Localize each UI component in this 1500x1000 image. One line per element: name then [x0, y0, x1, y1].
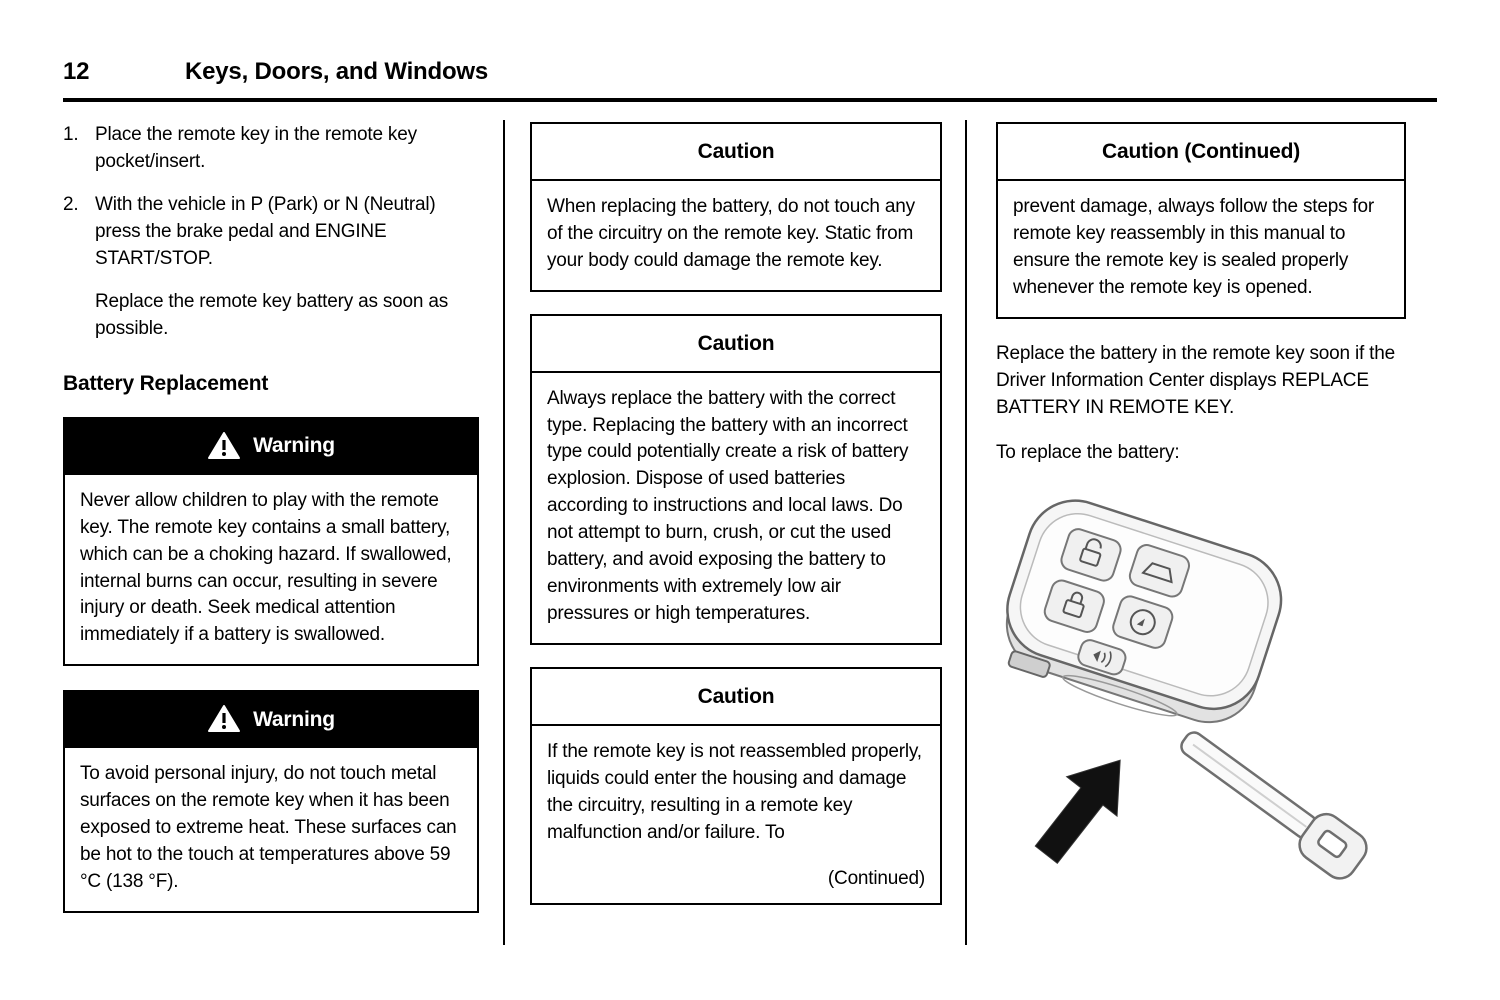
caution-body: prevent damage, always follow the steps for remote key reassembly in this manual to ensure the remote key is sealed properly whenever the remote key is opened. — [1013, 195, 1375, 298]
warning-label: Warning — [253, 707, 335, 731]
page-title: Keys, Doors, and Windows — [185, 58, 489, 85]
list-item — [63, 122, 479, 176]
caution-body: If the remote key is not reassembled properly, liquids could enter the housing and damage the circuitry, resulting in a remote key malfunction and/or failure. To — [547, 741, 922, 843]
caution-title: Caution (Continued) — [998, 124, 1404, 181]
column-divider — [965, 120, 967, 945]
key-fob — [996, 488, 1294, 742]
section-heading: Battery Replacement — [63, 371, 269, 395]
release-arrow-icon — [1021, 740, 1145, 874]
column-1 — [63, 122, 479, 937]
warning-box — [63, 690, 479, 913]
page-number: 12 — [63, 58, 90, 85]
caution-box — [530, 314, 942, 646]
warning-box — [63, 417, 479, 667]
instruction-text: To replace the battery: — [996, 441, 1180, 463]
warning-body: Never allow children to play with the remote key. The remote key contains a small battery, which can be a choking hazard. If swallowed, internal burns can occur, resulting in severe injury or death. Seek medical attention immediately if a battery is swallowed. — [63, 475, 479, 667]
key-blade — [1170, 718, 1373, 884]
warning-triangle-icon — [207, 704, 241, 734]
continued-marker: (Continued) — [827, 867, 925, 889]
caution-box — [530, 667, 942, 905]
list-number: 1. — [63, 124, 79, 145]
column-divider — [503, 120, 505, 945]
list-number: 2. — [63, 193, 79, 215]
column-2 — [530, 122, 942, 927]
caution-title: Caution — [532, 124, 940, 181]
warning-label: Warning — [253, 433, 335, 457]
caution-title: Caution — [532, 669, 940, 726]
header-rule — [63, 98, 1437, 102]
list-text: With the vehicle in P (Park) or N (Neutral) press the brake pedal and ENGINE START/STOP. — [95, 193, 436, 269]
warning-header — [63, 417, 479, 475]
key-fob-illustration — [996, 477, 1406, 956]
caution-box — [530, 122, 942, 292]
caution-continued-box — [996, 122, 1406, 319]
caution-title: Caution — [532, 316, 940, 373]
list-item — [63, 192, 479, 273]
list-note: Replace the remote key battery as soon as possible. — [95, 290, 448, 339]
body-paragraph: Replace the battery in the remote key soon if the Driver Information Center displays REPLACE BATTERY IN REMOTE KEY. — [996, 342, 1395, 418]
caution-body: When replacing the battery, do not touch any of the circuitry on the remote key. Static from your body could damage the remote key. — [547, 195, 915, 271]
warning-header — [63, 690, 479, 748]
caution-body: Always replace the battery with the correct type. Replacing the battery with an incorrect type could potentially create a risk of battery explosion. Dispose of used batteries according to instructions and local laws. Do not attempt to burn, crush, or cut the used battery, and avoid exposing the battery to environments with extremely low air pressures or high temperatures. — [547, 387, 909, 625]
list-text: Place the remote key in the remote key pocket/insert. — [95, 124, 417, 172]
warning-triangle-icon — [207, 431, 241, 461]
column-3 — [996, 122, 1406, 956]
warning-body: To avoid personal injury, do not touch metal surfaces on the remote key when it has been exposed to extreme heat. These surfaces can be hot to the touch at temperatures above 59 °C (138 °F). — [63, 748, 479, 913]
